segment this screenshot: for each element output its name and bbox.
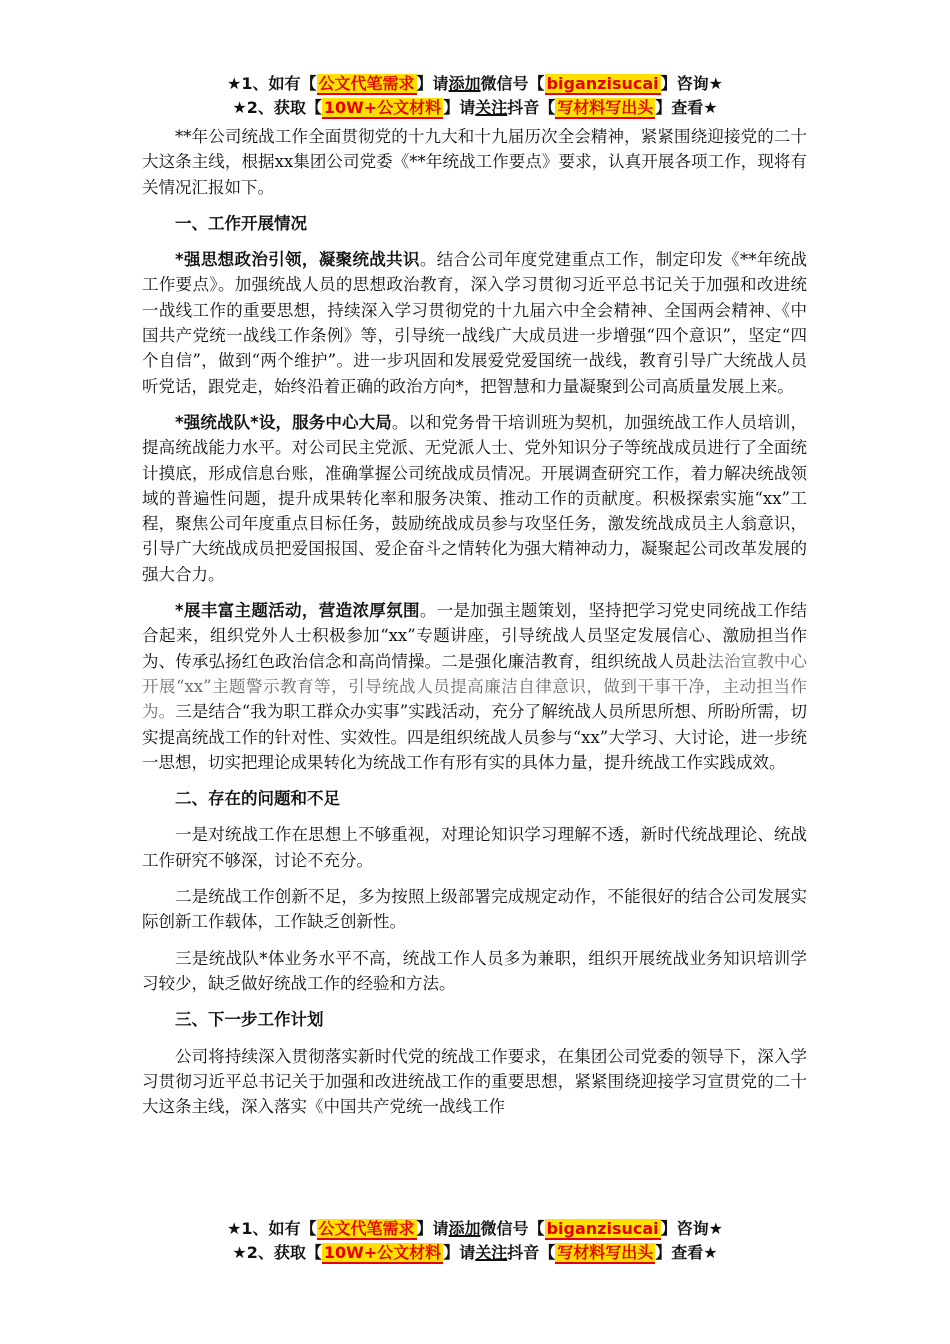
highlight-douyin: 写材料写出头: [557, 98, 654, 117]
highlight-ghostwriting: 公文代笔需求: [318, 74, 415, 93]
banner-text: 】查看★: [655, 1243, 718, 1262]
highlight-materials: 10W+公文材料: [323, 98, 442, 117]
banner-text: 】请: [416, 1219, 449, 1238]
banner-text: 】查看★: [655, 98, 718, 117]
section-heading-2: 二、存在的问题和不足: [175, 789, 340, 809]
banner-text: 抖音【: [507, 98, 556, 117]
banner-text: 抖音【: [507, 1243, 556, 1262]
section-heading-1: 一、工作开展情况: [175, 213, 307, 233]
banner-text: 】请: [443, 98, 476, 117]
banner-text: ★1、如有【: [227, 74, 317, 93]
banner-text: ★1、如有【: [227, 1219, 317, 1238]
intro-paragraph: **年公司统战工作全面贯彻党的十九大和十九届历次全会精神，紧紧围绕迎接党的二十大这条主线，根据xx集团公司党委《**年统战工作要点》要求，认真开展各项工作，现将有关情况汇报如下。: [142, 127, 807, 197]
paragraph-lead: *强思想政治引领，凝聚统战共识: [175, 250, 420, 270]
highlight-wechat-id: biganzisucai: [546, 74, 659, 93]
paragraph-body-grey: 法治宣教中心开展“xx”主题警示教育等，引导统战人员提高廉洁自律意识，做到干事干净，主动担当作为。: [142, 651, 808, 722]
document-body: [142, 124, 807, 1119]
problem-paragraph-1: 一是对统战工作在思想上不够重视，对理论知识学习理解不透，新时代统战理论、统战工作研究不够深，讨论不充分。: [142, 825, 807, 870]
paragraph-theme-activities: [142, 598, 807, 775]
paragraph-body: 。结合公司年度党建重点工作，制定印发《**年统战工作要点》。加强统战人员的思想政治教育，深入学习贯彻习近平总书记关于加强和改进统一战线工作的重要思想，持续深入学习贯彻党的十九届六中全会精神、全国两会精神、《中国共产党统一战线工作条例》等，引导统一战线广大成员进一步增强“四个意识”，坚定“四个自信”，做到“两个维护”。进一步巩固和发展爱党爱国统一战线，教育引导广大统战人员听党话，跟党走，始终沿着正确的政治方向*，把智慧和力量凝聚到公司高质量发展上来。: [142, 250, 807, 396]
highlight-douyin: 写材料写出头: [557, 1243, 654, 1262]
paragraph-political-guidance: [142, 247, 807, 399]
paragraph-body: 。一是加强主题策划，坚持把学习党史同统战工作结合起来，组织党外人士积极参加“xx”专题讲座，引导统战人员坚定发展信心、激励担当作为、传承弘扬红色政治信念和高尚情操。二是强化廉洁教育，组织统战人员赴: [142, 601, 807, 671]
problem-paragraph-2: 二是统战工作创新不足，多为按照上级部署完成规定动作，不能很好的结合公司发展实际创新工作载体，工作缺乏创新性。: [142, 887, 807, 932]
paragraph-team-building: [142, 410, 807, 587]
banner-text: ★2、获取【: [232, 1243, 322, 1262]
banner-text: ★2、获取【: [232, 98, 322, 117]
top-banner-line-2: [0, 96, 950, 120]
highlight-wechat-id: biganzisucai: [546, 1219, 659, 1238]
paragraph-body: 。以和党务骨干培训班为契机，加强统战工作人员培训，提高统战能力水平。对公司民主党派、无党派人士、党外知识分子等统战成员进行了全面统计摸底，形成信息台账，准确掌握公司统战成员情况。开展调查研究工作，着力解决统战领域的普遍性问题，提升成果转化率和服务决策、推动工作的贡献度。积极探索实施“xx”工程，聚焦公司年度重点目标任务，鼓励统战成员参与攻坚任务，激发统战成员主人翁意识，引导广大统战成员把爱国报国、爱企奋斗之情转化为强大精神动力，凝聚起公司改革发展的强大合力。: [142, 412, 808, 584]
top-banner-line-1: [0, 72, 950, 96]
underlined-text: 关注: [475, 1243, 508, 1262]
banner-text: 微信号【: [480, 1219, 545, 1238]
paragraph-lead: *强统战队*设，服务中心大局: [175, 412, 392, 432]
underlined-text: 关注: [475, 98, 508, 117]
underlined-text: 添加: [448, 1219, 481, 1238]
paragraph-lead: *展丰富主题活动，营造浓厚氛围: [175, 601, 420, 621]
paragraph-body: 三是结合“我为职工群众办实事”实践活动，充分了解统战人员所思所想、所盼所需，切实提高统战工作的针对性、实效性。四是组织统战人员参与“xx”大学习、大讨论，进一步统一思想，切实把理论成果转化为统战工作有形有实的具体力量，提升统战工作实践成效。: [142, 702, 807, 772]
banner-text: 】请: [416, 74, 449, 93]
bottom-banner-line-1: [0, 1217, 950, 1241]
plan-paragraph: 公司将持续深入贯彻落实新时代党的统战工作要求，在集团公司党委的领导下，深入学习贯彻习近平总书记关于加强和改进统战工作的重要思想，紧紧围绕迎接学习宣贯党的二十大这条主线，深入落实《中国共产党统一战线工作: [142, 1046, 807, 1117]
highlight-materials: 10W+公文材料: [323, 1243, 442, 1262]
highlight-ghostwriting: 公文代笔需求: [318, 1219, 415, 1238]
banner-text: 】咨询★: [660, 1219, 723, 1238]
problem-paragraph-3: 三是统战队*体业务水平不高，统战工作人员多为兼职，组织开展统战业务知识培训学习较少，缺乏做好统战工作的经验和方法。: [142, 948, 807, 993]
section-heading-3: 三、下一步工作计划: [175, 1010, 324, 1030]
underlined-text: 添加: [448, 74, 481, 93]
bottom-banner-line-2: [0, 1241, 950, 1265]
banner-text: 】咨询★: [660, 74, 723, 93]
banner-text: 】请: [443, 1243, 476, 1262]
banner-text: 微信号【: [480, 74, 545, 93]
